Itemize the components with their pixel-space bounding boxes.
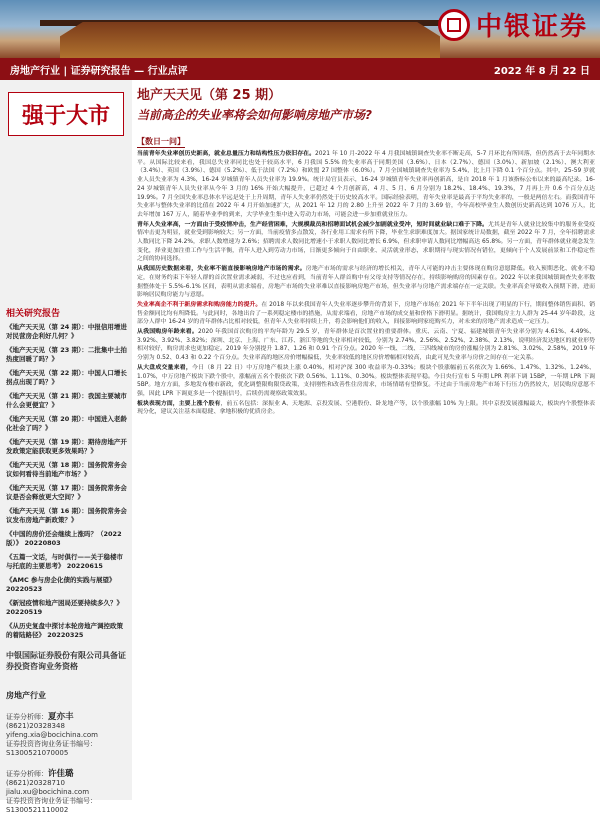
organization-statement: 中银国际证券股份有限公司具备证券投资咨询业务资格 <box>6 651 126 671</box>
related-reports-title: 相关研究报告 <box>6 309 61 319</box>
paragraph-text: 今日（8 月 22 日）中万房地产板块上涨 0.40%，相对沪深 300 收益率为-0.33%；板块个股涨幅前五名依次为 1.66%、1.47%、1.32%、1.24%、1.07%，中万房地产板块下跌个股中，涨幅前五名个股依次下跌 0.56%、1.11%、0.30%。板块整体表现平稳。今日央行宣布 5 年期 LPR 利率下调 15BP，一年期 LPR 下调 5BP。地方方面，多地发布楼市新政，优化调整限购限贷政策，支持刚性和改善性住房需求，市场情绪有望修复。不过由于当前房地产市场下行压力仍然较大，居民购房意愿不强，因此 LPR 下调更多是一个提振信号，后续仍需观察政策效果。 <box>137 364 595 397</box>
related-report-item[interactable]: 《中国的房价还会继续上涨吗？（2022 版）》 20220803 <box>6 530 122 547</box>
rating-box: 强于大市 <box>8 92 124 136</box>
related-report-item[interactable]: 《新冠疫情和地产困局还要持续多久？》 20220519 <box>6 599 123 616</box>
paragraph-text: 尤其是青年人就业比较集中的服务业受疫情冲击更为明显，就业受到影响较大；另一方面，当前疫情多点散发，各行业用工需求有所下降，毕业生求职难度加大。据国家统计局数据，截至 2022 年 7 月，全年招聘需求人数同比下降 24.2%，求职人数增速为 2.6%；招聘需求人数同比增速小于求职人数同比增长 6.9%，但求职申请人数同比增幅高达 65.8%。另一方面，青年群体就业观念发生变化，择业更加注重工作与生活平衡，青年人进入到劳动力市场，日渐更多倾向于自由职业、灵活就业形态，求职期待与现实情况有错位，更倾向于个人发展前景和工作稳定性之间的协同选择。 <box>137 221 595 263</box>
industry-category: 房地产行业 <box>6 691 46 700</box>
body-paragraph <box>137 221 595 265</box>
brand-name: 中银证券 <box>475 12 588 42</box>
related-report-item[interactable]: 《地产天天见（第 24 期）：中报信用增进对民营房企利好几何？》 <box>6 323 127 340</box>
related-report-item[interactable]: 《五篇一文话，与时俱行——关于稳楼市与托底的主要思考》 20220615 <box>6 553 123 570</box>
analyst-license: 证券投资咨询业务证书编号：S1300521070005 <box>6 740 97 757</box>
brand-seal-icon <box>438 9 470 41</box>
body-paragraph <box>137 328 595 363</box>
related-reports-list <box>0 323 132 640</box>
paragraph-lead: 从我国购房年龄来看。 <box>137 329 198 336</box>
related-report-item[interactable]: 《地产天天见（第 19 期）：期待房地产开发政策定能获取更多效果吗？》 <box>6 438 127 455</box>
body-paragraph <box>137 150 595 220</box>
paragraph-lead: 失业率高企不利于新房需求和购房能力的提升。 <box>137 301 262 308</box>
analyst-license: 证券投资咨询业务证书编号：S1300521110002 <box>6 797 97 814</box>
related-report-item[interactable]: 《地产天天见（第 23 期）：二批集中土拍热度回暖了吗？》 <box>6 346 127 363</box>
analyst-name: 许佳璐 <box>48 769 74 779</box>
paragraph-text: 2020 年我国首次购房的平均年龄为 29.5 岁，青年群体是首次置业的重要群体。重庆、云南、宁夏、福建城镇青年失业率分别为 4.61%、4.49%、3.92%、3.92%、3.82%；深圳、北京、上海、广东、江苏、浙江等地的失业率相对较低，分别为 2.74%、2.56%、2.52%、2.38%、2.13%，说明经济发达地区的就业形势相对较好，购房需求也更加稳定。2019 年分别提升 1.87、1.26 和 0.91 个百分点。2020 年一线、二线、三四线城市的房价涨幅分别为 2.81%、3.02%、2.58%，2019 年分别为 0.52、0.43 和 0.22 个百分点。失业率高的地区房价增幅偏低，失业率较低的地区房价增幅相对较高，由此可见失业率与房价之间存在一定关系。 <box>137 329 595 362</box>
related-report-item[interactable]: 《地产天天见（第 18 期）：国务院常务会议如何看待当前地产市场？》 <box>6 461 127 478</box>
analyst-block <box>6 770 126 815</box>
report-date: 2022 年 8 月 22 日 <box>493 65 590 77</box>
body-paragraph <box>137 265 595 300</box>
related-report-item[interactable]: 《AMC 参与房企化债的实践与展望》 20220523 <box>6 576 116 593</box>
analyst-block <box>6 713 126 758</box>
related-report-item[interactable]: 《地产天天见（第 17 期）：国务院常务会议是否会释放更大空间？》 <box>6 484 127 501</box>
report-header-bar <box>0 58 600 80</box>
analyst-email[interactable]: yifeng.xia@bocichina.com <box>6 731 98 739</box>
brand-logo <box>438 6 588 43</box>
paragraph-text: ，前五名包括：深振业 A、天地源、京投发展、空港股份、卧龙地产等，以个股涨幅 10% 为上限。其中京投发展涨幅最大，板块内个股整体表现分化，建议关注基本面稳健、拿地积极的优质房企。 <box>137 400 595 416</box>
section-heading: 【数日一问】 <box>137 137 185 146</box>
related-report-item[interactable]: 《从历史复盘中探讨本轮房地产调控政策的着陆路径》 20220325 <box>6 622 123 639</box>
paragraph-text: 房地产市场的需求与经济的增长相关，青年人可能的冲击主要体现在购房意愿降低。收入预期恶化、就业不稳定，在财务约束下年轻人群的首次置业需求减弱，不过也应看到，当前青年人群首购中有父母支持等情况存在，持续影响购房的因素存在。2022 年以来我国城镇调查失业率数据整体处于 5.5%-6.1% 区间，表明从需求端看，房地产市场的失业率难以直接影响房地产市场，但失业率与房地产需求端存在一定关联。失业率高企导致收入预期下滑，进而影响居民购房能力与意愿。 <box>137 266 595 299</box>
analyst-phone: (8621)20328710 <box>6 779 65 787</box>
analyst-email[interactable]: jialu.xu@bocichina.com <box>6 788 90 796</box>
analyst-name: 夏亦丰 <box>48 712 74 722</box>
header-banner-image <box>0 0 600 58</box>
paragraph-lead: 从我国历史数据来看，失业率不能直接影响房地产市场的需求。 <box>137 266 306 273</box>
paragraph-lead: 当前青年失业率创历史新高，就业总量压力和结构性压力依旧存在。 <box>137 151 316 157</box>
related-report-item[interactable]: 《地产天天见（第 20 期）：中国进入老龄化社会了吗？》 <box>6 415 127 432</box>
paragraph-lead: 板块表现方面，主要上涨个股有 <box>137 400 221 407</box>
related-report-item[interactable]: 《地产天天见（第 16 期）：国务院常务会议发布房地产新政策？》 <box>6 507 127 524</box>
report-title: 地产天天见（第 25 期） <box>137 88 282 103</box>
paragraph-lead: 青年人失业率高，一方面由于受疫情冲击，生产经营困难，大规模裁员和招聘面试机会减少加剧就业受冲，短时间就业缺口难于下降。 <box>137 221 488 228</box>
body-paragraph <box>137 364 595 399</box>
analyst-role: 证券分析师： <box>6 713 48 721</box>
related-report-item[interactable]: 《地产天天见（第 21 期）：我国主要城市什么会更便宜？》 <box>6 392 127 409</box>
report-body <box>137 84 595 796</box>
paragraph-text: 2021 年 10 月-2022 年 4 月我国城镇调查失业率不断走高，5-7 月环比有所回落，但仍然高于去年同期水平。从国际比较来看，我国总失业率同比也处于较高水平，6 月我国 5.5% 的失业率高于同期美国（3.6%）、日本（2.7%）、德国（3.0%）、新加坡（2.1%）、澳大利亚（3.4%）、英国（3.9%）、德国（5.2%）、低于法国（7.2%）和欧盟 27 国整体（6.0%）。7 月全国城镇调查失业率为 5.4%，比上月下降 0.1 个百分点。其中，25-59 岁就业人员失业率为 4.3%，16-24 岁城镇青年人员失业率为 19.9%。统计局官员表示，16-24 岁城镇青年失业率再创新高，是自 2018 年 1 月该指标公布以来的最高纪录。16-24 岁城镇青年人员失业率从今年 3 月的 16% 开始大幅提升，已超过 4 个月创新高，4 月、5 月、6 月分别为 18.2%、18.4%、19.3%，7 月再上升 0.6 个百分点达 19.9%。7 月全国失业率总体水平远是处于上升周期，青年人失业率仍然处于历史较高水平。国际经验表明，青年失业率是最高于平均失业率的，一般是两倍左右。而我国青年失业率与整体失业率的比值在 2022 年 4 月开始加速扩大，从 2021 年 12 月的 2.80 上升至 2022 年 7 月的 3.69 倍，今年高校毕业生人数创历史新高达到 1076 万人，比去年增加 167 万人，随着毕业季的到来，大学毕业生集中进入劳动力市场，可能会进一步加重就业压力。 <box>137 151 595 218</box>
report-category: 房地产行业 | 证券研究报告 — 行业点评 <box>10 65 188 77</box>
sidebar <box>0 80 132 814</box>
analyst-role: 证券分析师： <box>6 770 48 778</box>
analyst-phone: (8621)20328348 <box>6 722 65 730</box>
report-subtitle: 当前高企的失业率将会如何影响房地产市场? <box>137 108 372 122</box>
paragraph-text: 在 2018 年以来我国青年人失业率逐步攀升的背景下，房地产市场在 2021 年下半年出现了明显的下行，期间整体销售面积、销售金额同比均有所降低。与此同时，各地出台了一系列稳定楼市的措施，从需求端看，房地产市场的成交量和价格下滑明显。据统计，我国购房主力人群为 25-44 岁年龄段，这部分人群中 16-24 岁的青年群体占比相对较低，但青年人失业率持续上升，将会影响他们的收入，间接影响到家庭购买力，对未来的房地产需求造成一定压力。 <box>137 301 595 326</box>
paragraph-lead: 从大盘成交量来看， <box>137 364 193 371</box>
body-paragraph <box>137 400 595 417</box>
body-paragraph <box>137 301 595 327</box>
palace-roof <box>60 22 440 58</box>
related-report-item[interactable]: 《地产天天见（第 22 期）：中国人口增长拐点出现了吗？》 <box>6 369 127 386</box>
